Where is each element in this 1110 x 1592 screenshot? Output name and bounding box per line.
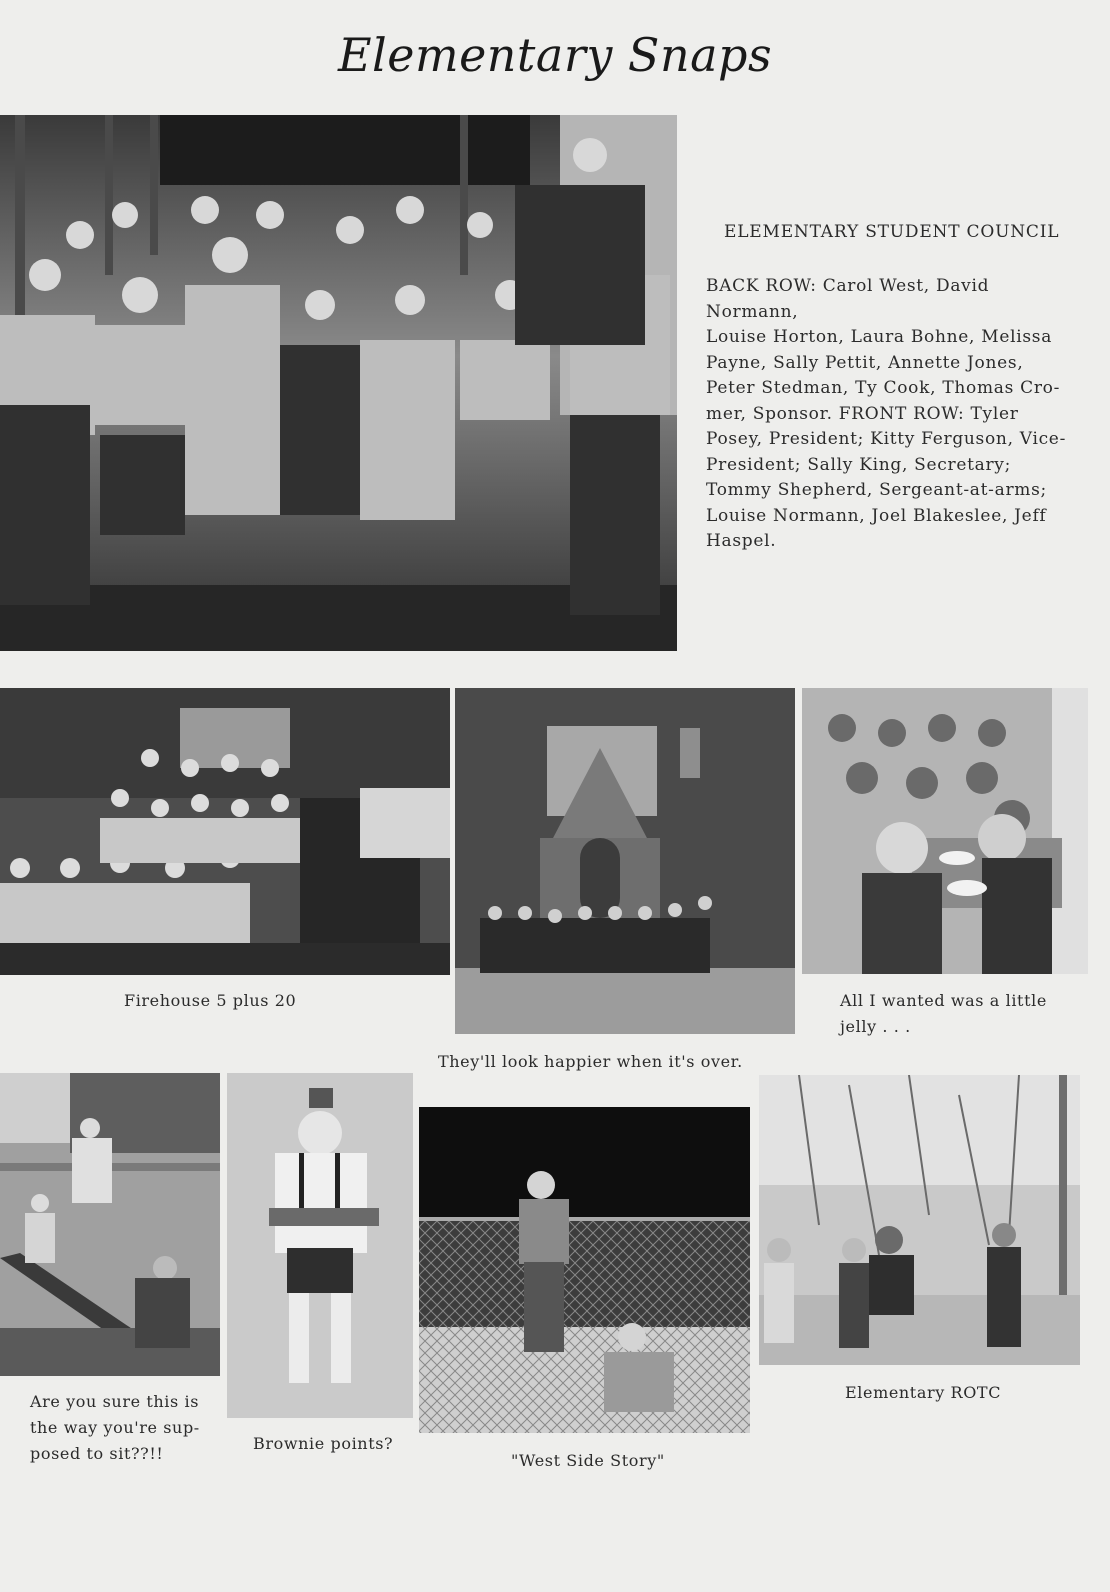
fence-photo — [419, 1107, 750, 1433]
council-roster — [706, 274, 1078, 555]
caption-sit — [30, 1389, 200, 1467]
caption-line: the way you're sup- — [30, 1418, 200, 1437]
roster-line: Posey, President; Kitty Ferguson, Vice- — [706, 429, 1067, 449]
caption-firehouse: Firehouse 5 plus 20 — [124, 991, 297, 1010]
band-photo — [0, 688, 450, 975]
caption-line: All I wanted was a little — [840, 991, 1047, 1010]
roster-line: President; Sally King, Secretary; — [706, 454, 1012, 475]
student-council-photo — [0, 115, 677, 651]
roster-line: mer, Sponsor. FRONT ROW: Tyler — [706, 403, 1019, 424]
caption-happier: They'll look happier when it's over. — [438, 1052, 743, 1071]
roster-line: Payne, Sally Pettit, Annette Jones, — [706, 352, 1024, 373]
caption-westside: "West Side Story" — [511, 1451, 665, 1470]
caption-line: posed to sit??!! — [30, 1444, 164, 1463]
lunch-photo — [802, 688, 1088, 974]
roster-line: Peter Stedman, Ty Cook, Thomas Cro- — [706, 378, 1061, 398]
roster-line: Tommy Shepherd, Sergeant-at-arms; — [706, 480, 1047, 500]
caption-line: jelly . . . — [840, 1017, 911, 1036]
seesaw-photo — [0, 1073, 220, 1376]
rotc-photo — [759, 1075, 1080, 1365]
roster-line: Haspel. — [706, 531, 777, 551]
chapel-photo — [455, 688, 795, 1034]
roster-line: BACK ROW: Carol West, David Normann, — [706, 276, 990, 322]
page-title: Elementary Snaps — [337, 28, 773, 82]
caption-line: Are you sure this is — [30, 1392, 200, 1411]
brownie-photo — [227, 1073, 413, 1418]
caption-jelly — [840, 988, 1047, 1040]
council-heading: ELEMENTARY STUDENT COUNCIL — [724, 222, 1060, 242]
caption-rotc: Elementary ROTC — [845, 1383, 1002, 1402]
roster-line: Louise Horton, Laura Bohne, Melissa — [706, 327, 1053, 347]
roster-line: Louise Normann, Joel Blakeslee, Jeff — [706, 505, 1047, 526]
caption-brownie: Brownie points? — [253, 1434, 394, 1453]
